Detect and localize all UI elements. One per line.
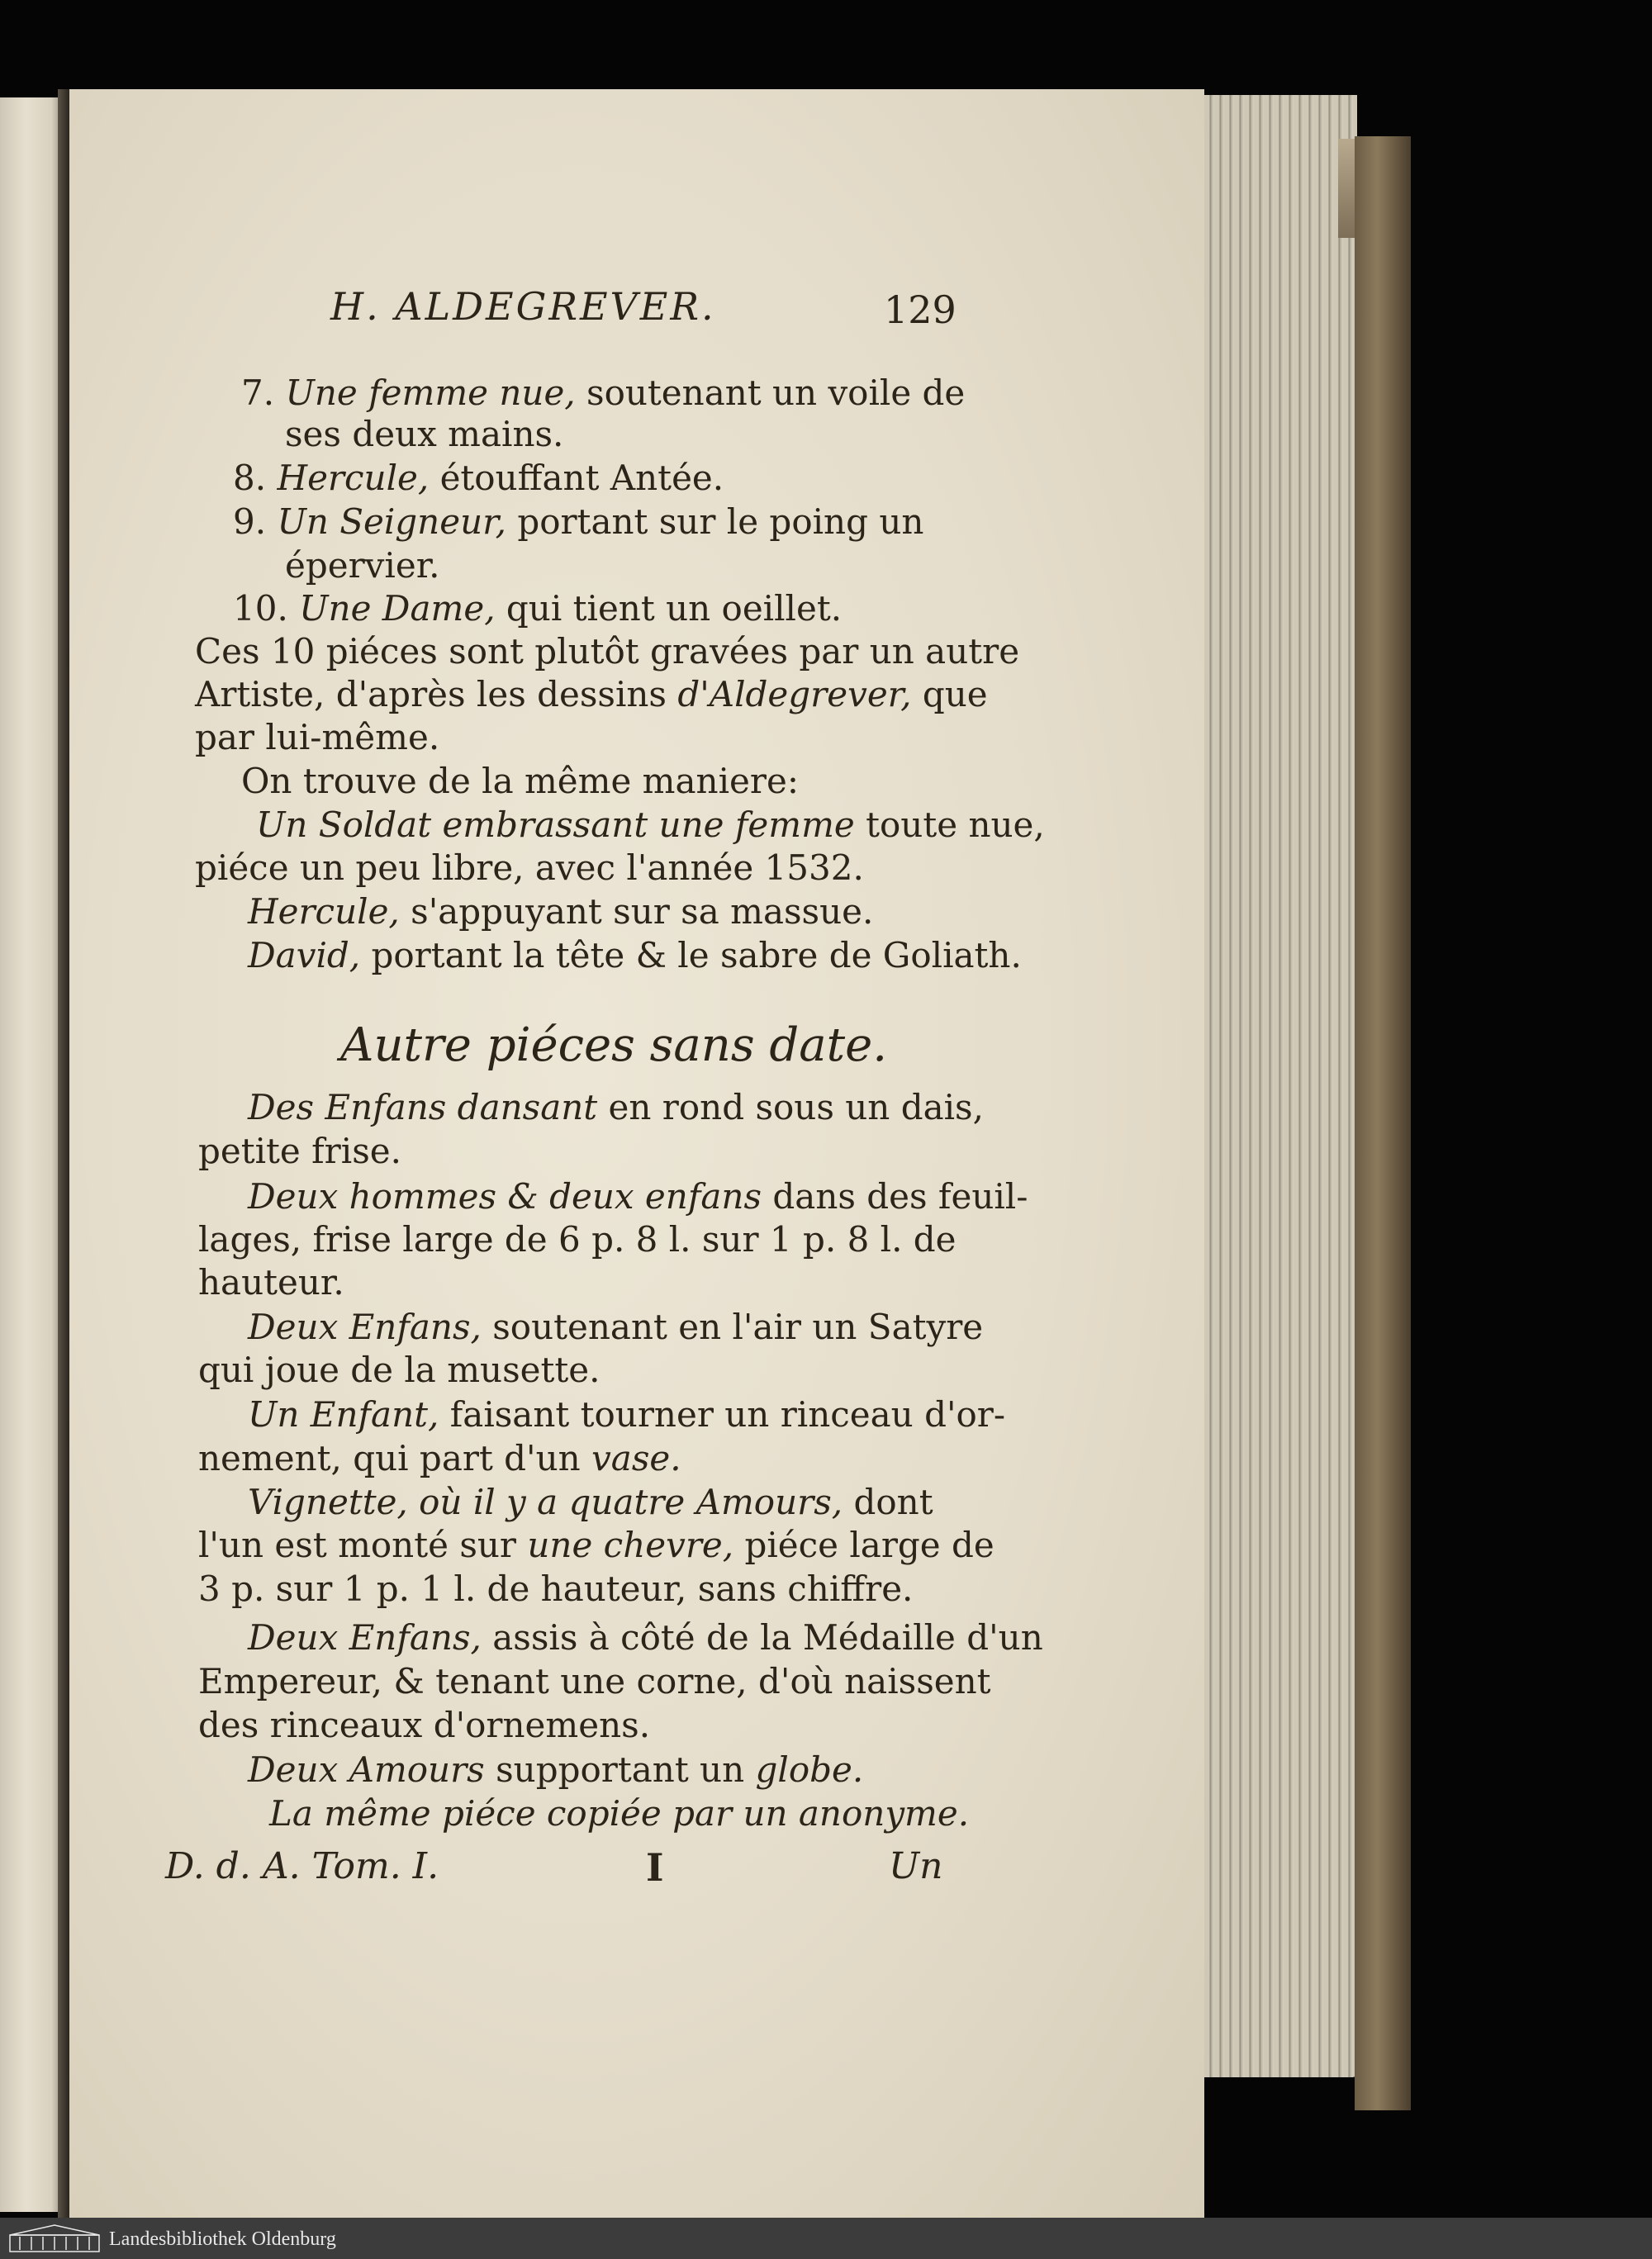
item-text: dont <box>853 1482 933 1522</box>
item-title: Deux Enfans, <box>248 1307 482 1347</box>
item-deux-enfans-medaille-line-3: des rinceaux d'ornemens. <box>198 1705 651 1745</box>
item-title: David, <box>248 935 361 975</box>
item-title: Hercule, <box>248 891 400 932</box>
entry-7-line-1 <box>241 373 966 413</box>
item-text: supportant un <box>496 1749 745 1790</box>
item-title: Deux Enfans, <box>248 1617 482 1658</box>
item-title: Un Enfant, <box>248 1394 439 1435</box>
item-text: soutenant en l'air un Satyre <box>492 1307 984 1347</box>
item-term: vase. <box>591 1438 681 1478</box>
item-text: toute nue, <box>866 804 1045 845</box>
item-title: Un Soldat embrassant une femme <box>256 804 855 845</box>
page-number: 129 <box>884 287 957 332</box>
book-gutter <box>58 89 69 2218</box>
entry-number: 7. <box>241 373 275 413</box>
entry-title: Une femme nue, <box>285 373 576 413</box>
item-title: Deux Amours <box>248 1749 485 1790</box>
item-copie-anonyme: La même piéce copiée par un anonyme. <box>269 1793 970 1834</box>
item-soldat-line-1 <box>256 804 1045 845</box>
item-deux-enfans-medaille-line-2: Empereur, & tenant une corne, d'où naissent <box>198 1661 991 1701</box>
item-deux-enfans-medaille-line-1 <box>248 1617 1043 1658</box>
library-name: Landesbibliothek Oldenburg <box>109 2228 336 2250</box>
note-line-3: par lui-même. <box>195 717 440 757</box>
section-heading: Autre piéces sans date. <box>340 1018 888 1072</box>
note-text: Artiste, d'après les dessins <box>195 674 667 714</box>
item-title: Vignette, où il y a quatre Amours, <box>248 1482 843 1522</box>
item-vignette-line-3: 3 p. sur 1 p. 1 l. de hauteur, sans chiffre. <box>198 1568 914 1609</box>
item-un-enfant-line-2 <box>198 1438 681 1478</box>
item-text: l'un est monté sur <box>198 1525 516 1565</box>
item-title: Des Enfans dansant <box>248 1087 598 1127</box>
signature-mark: D. d. A. Tom. I. <box>165 1845 439 1887</box>
item-text: s'appuyant sur sa massue. <box>411 891 874 932</box>
item-deux-amours <box>248 1749 864 1790</box>
item-david <box>248 935 1022 975</box>
item-deux-hommes-line-1 <box>248 1176 1028 1217</box>
signature-letter: I <box>646 1845 664 1890</box>
item-deux-hommes-line-3: hauteur. <box>198 1262 344 1303</box>
cover-edge <box>1355 136 1411 2110</box>
item-text: portant la tête & le sabre de Goliath. <box>371 935 1022 975</box>
entry-9-line-1 <box>233 501 924 542</box>
running-head: H. ALDEGREVER. <box>330 284 716 329</box>
entry-number: 8. <box>233 458 267 498</box>
item-deux-enfans-line-1 <box>248 1307 984 1347</box>
item-enfans-dansant-line-1 <box>248 1087 984 1127</box>
entry-title: Hercule, <box>277 458 430 498</box>
intro-line: On trouve de la même maniere: <box>241 761 799 801</box>
item-text: en rond sous un dais, <box>608 1087 984 1127</box>
item-deux-enfans-line-2: qui joue de la musette. <box>198 1350 601 1390</box>
entry-10 <box>233 588 843 629</box>
item-text: dans des feuil- <box>772 1176 1028 1217</box>
entry-title: Une Dame, <box>299 588 496 629</box>
entry-text: soutenant un voile de <box>586 373 966 413</box>
entry-text: qui tient un oeillet. <box>506 588 843 629</box>
item-text: nement, qui part d'un <box>198 1438 581 1478</box>
item-text: assis à côté de la Médaille d'un <box>492 1617 1043 1658</box>
entry-8 <box>233 458 724 498</box>
artist-name: d'Aldegrever, <box>677 674 912 714</box>
item-soldat-line-2: piéce un peu libre, avec l'année 1532. <box>195 847 864 888</box>
item-hercule <box>248 891 874 932</box>
item-term: globe. <box>755 1749 864 1790</box>
note-line-1: Ces 10 piéces sont plutôt gravées par un autre <box>195 631 1020 672</box>
library-building-icon <box>8 2223 101 2253</box>
left-page-edge <box>0 97 64 2212</box>
entry-9-line-2: épervier. <box>285 545 440 586</box>
item-term: une chevre, <box>527 1525 734 1565</box>
catchword: Un <box>889 1845 943 1887</box>
item-un-enfant-line-1 <box>248 1394 1006 1435</box>
entry-text: portant sur le poing un <box>517 501 924 542</box>
item-text: faisant tourner un rinceau d'or- <box>449 1394 1006 1435</box>
entry-number: 10. <box>233 588 288 629</box>
note-text-end: que <box>922 674 988 714</box>
entry-text: étouffant Antée. <box>439 458 724 498</box>
item-vignette-line-2 <box>198 1525 995 1565</box>
item-vignette-line-1 <box>248 1482 933 1522</box>
entry-number: 9. <box>233 501 267 542</box>
note-line-2 <box>195 674 988 714</box>
entry-7-line-2: ses deux mains. <box>285 414 564 454</box>
item-title: Deux hommes & deux enfans <box>248 1176 762 1217</box>
item-text-end: piéce large de <box>744 1525 995 1565</box>
item-enfans-dansant-line-2: petite frise. <box>198 1131 401 1171</box>
item-deux-hommes-line-2: lages, frise large de 6 p. 8 l. sur 1 p. 8 l. de <box>198 1219 957 1260</box>
entry-title: Un Seigneur, <box>277 501 506 542</box>
page-edges <box>1204 95 1357 2077</box>
